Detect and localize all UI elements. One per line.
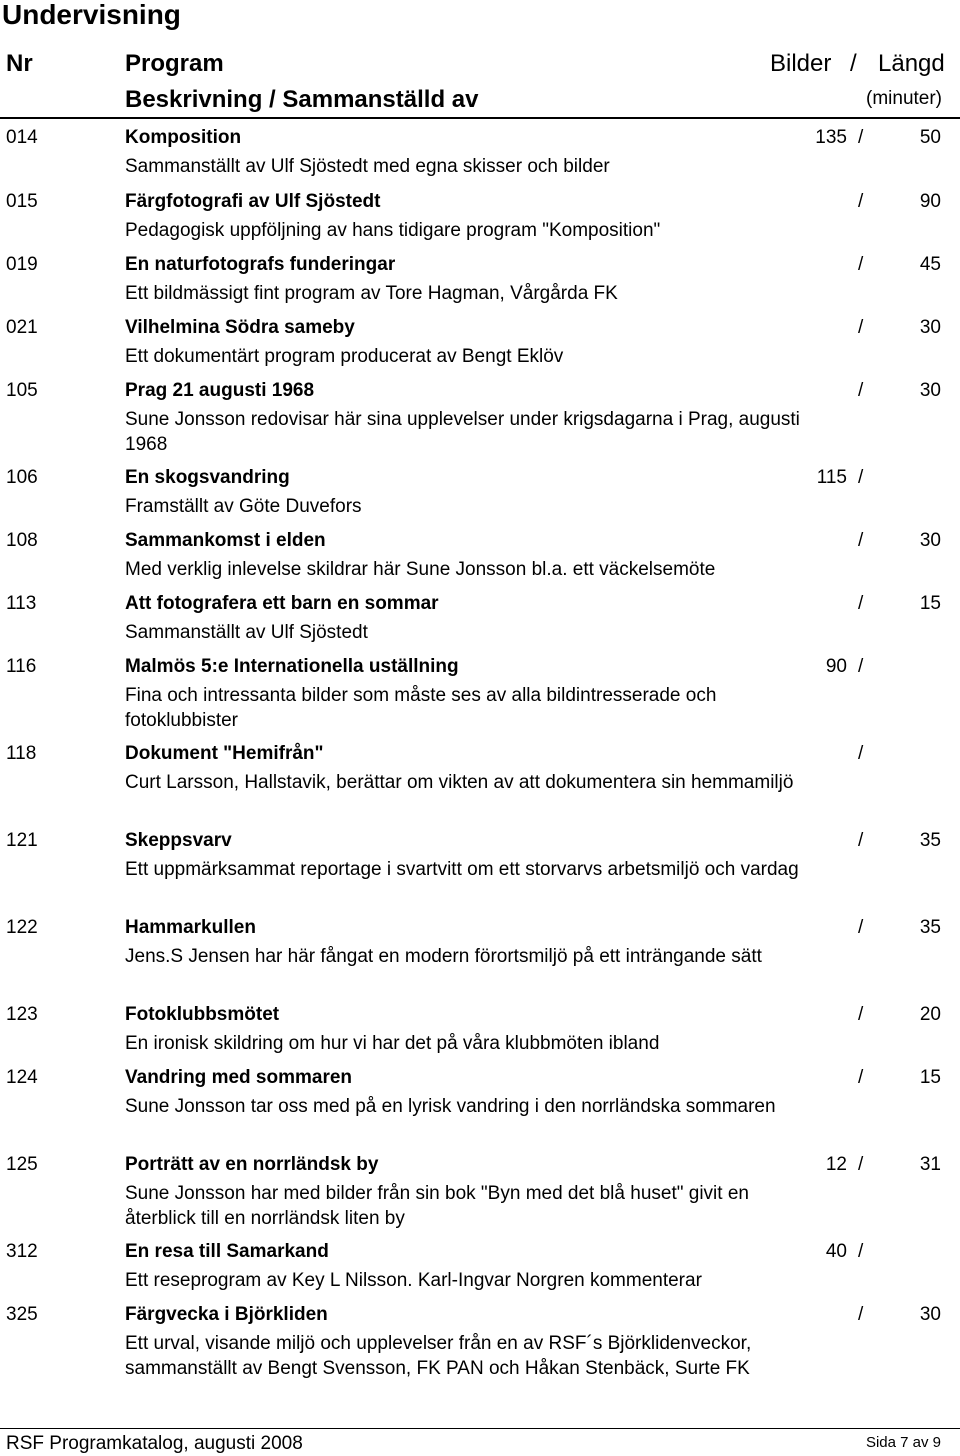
entry-description: Ett bildmässigt fint program av Tore Hagman, Vårgårda FK <box>125 283 618 304</box>
entry-langd: 35 <box>919 917 941 938</box>
section-title: Undervisning <box>2 0 181 30</box>
entry-bilder: 12 <box>825 1154 847 1175</box>
column-header-minuter: (minuter) <box>866 88 943 109</box>
footer-page-number: Sida 7 av 9 <box>865 1434 941 1451</box>
column-header-bilder: Bilder <box>770 50 832 77</box>
entry-separator: / <box>858 1004 864 1025</box>
entry-separator: / <box>858 1304 864 1325</box>
entry-separator: / <box>858 593 864 614</box>
entry-nr: 122 <box>6 917 38 938</box>
column-header-nr: Nr <box>6 50 33 77</box>
entry-nr: 021 <box>6 317 38 338</box>
footer-divider <box>0 1428 960 1429</box>
entry-nr: 118 <box>6 743 37 764</box>
entry-title: Komposition <box>125 127 242 148</box>
entry-description: Sune Jonsson redovisar här sina upplevelser under krigsdagarna i Prag, augusti 1968 <box>125 409 800 455</box>
entry-description: Sune Jonsson har med bilder från sin bok "Byn med det blå huset" givit en återblick till en norrländsk liten by <box>125 1183 749 1229</box>
entry-separator: / <box>858 830 864 851</box>
entry-title: Hammarkullen <box>125 917 256 938</box>
column-header-langd: Längd <box>878 50 945 77</box>
entry-langd: 30 <box>919 380 941 401</box>
entry-title: Sammankomst i elden <box>125 530 326 551</box>
entry-nr: 123 <box>6 1004 38 1025</box>
column-header-program: Program <box>125 50 224 77</box>
entry-description: Framställt av Göte Duvefors <box>125 496 362 517</box>
entry-langd: 30 <box>919 1304 941 1325</box>
entry-title: Fotoklubbsmötet <box>125 1004 280 1025</box>
entry-description: Ett uppmärksammat reportage i svartvitt om ett storvarvs arbetsmiljö och vardag <box>125 859 799 880</box>
entry-langd: 50 <box>919 127 941 148</box>
entry-nr: 312 <box>6 1241 38 1262</box>
entry-nr: 105 <box>6 380 38 401</box>
entry-separator: / <box>858 380 864 401</box>
entry-description: Ett reseprogram av Key L Nilsson. Karl-Ingvar Norgren kommenterar <box>125 1270 702 1291</box>
entry-description: En ironisk skildring om hur vi har det på våra klubbmöten ibland <box>125 1033 660 1054</box>
entry-bilder: 115 <box>816 467 847 488</box>
entry-description: Ett dokumentärt program producerat av Bengt Eklöv <box>125 346 564 367</box>
entry-langd: 90 <box>919 191 941 212</box>
entry-nr: 113 <box>6 593 37 614</box>
entry-langd: 35 <box>919 830 941 851</box>
entry-description: Pedagogisk uppföljning av hans tidigare program "Komposition" <box>125 220 661 241</box>
footer-catalog-name: RSF Programkatalog, augusti 2008 <box>6 1433 303 1454</box>
entry-separator: / <box>858 191 864 212</box>
entry-description: Curt Larsson, Hallstavik, berättar om vikten av att dokumentera sin hemmamiljö <box>125 772 794 793</box>
entry-nr: 106 <box>6 467 38 488</box>
entry-langd: 30 <box>919 530 941 551</box>
entry-nr: 015 <box>6 191 38 212</box>
entry-description: Sammanställt av Ulf Sjöstedt med egna skisser och bilder <box>125 156 610 177</box>
entry-nr: 108 <box>6 530 38 551</box>
entry-title: En naturfotografs funderingar <box>125 254 396 275</box>
entry-bilder: 135 <box>815 127 847 148</box>
entry-nr: 019 <box>6 254 38 275</box>
entry-langd: 45 <box>919 254 941 275</box>
entry-bilder: 40 <box>825 1241 847 1262</box>
entry-title: En resa till Samarkand <box>125 1241 329 1262</box>
entry-description: Med verklig inlevelse skildrar här Sune Jonsson bl.a. ett väckelsemöte <box>125 559 716 580</box>
entry-description: Sune Jonsson tar oss med på en lyrisk vandring i den norrländska sommaren <box>125 1096 776 1117</box>
entry-title: Skeppsvarv <box>125 830 232 851</box>
column-header-slash: / <box>850 50 857 77</box>
entry-nr: 121 <box>6 830 38 851</box>
entry-title: Malmös 5:e Internationella uställning <box>125 656 459 677</box>
entry-nr: 325 <box>6 1304 38 1325</box>
entry-langd: 15 <box>919 1067 941 1088</box>
entry-title: Vilhelmina Södra sameby <box>125 317 355 338</box>
entry-separator: / <box>858 254 864 275</box>
entry-nr: 116 <box>6 656 37 677</box>
entry-separator: / <box>858 467 864 488</box>
entry-separator: / <box>858 1154 864 1175</box>
entry-title: Vandring med sommaren <box>125 1067 353 1088</box>
entry-separator: / <box>858 917 864 938</box>
entry-langd: 30 <box>919 317 941 338</box>
entry-separator: / <box>858 1067 864 1088</box>
entry-separator: / <box>858 127 864 148</box>
entry-title: Färgvecka i Björkliden <box>125 1304 328 1325</box>
entry-separator: / <box>858 1241 864 1262</box>
entry-separator: / <box>858 743 864 764</box>
entry-langd: 20 <box>919 1004 941 1025</box>
entry-title: Porträtt av en norrländsk by <box>125 1154 379 1175</box>
entry-separator: / <box>858 530 864 551</box>
entry-separator: / <box>858 656 864 677</box>
entry-langd: 31 <box>919 1154 941 1175</box>
column-header-beskrivning: Beskrivning / Sammanställd av <box>125 86 479 113</box>
entry-description: Jens.S Jensen har här fångat en modern förortsmiljö på ett inträngande sätt <box>125 946 762 967</box>
entry-nr: 124 <box>6 1067 38 1088</box>
entry-nr: 014 <box>6 127 38 148</box>
entry-bilder: 90 <box>825 656 847 677</box>
entry-description: Ett urval, visande miljö och upplevelser från en av RSF´s Björklidenveckor, sammanställt av Bengt Svensson, FK PAN och Håkan Stenbäck, Surte FK <box>125 1333 752 1379</box>
entry-nr: 125 <box>6 1154 38 1175</box>
header-divider <box>0 117 960 119</box>
entry-description: Sammanställt av Ulf Sjöstedt <box>125 622 368 643</box>
entry-title: En skogsvandring <box>125 467 290 488</box>
entry-title: Att fotografera ett barn en sommar <box>125 593 439 614</box>
entry-langd: 15 <box>919 593 941 614</box>
entry-title: Dokument "Hemifrån" <box>125 743 324 764</box>
entry-description: Fina och intressanta bilder som måste ses av alla bildintresserade och fotoklubbister <box>125 685 717 731</box>
entry-separator: / <box>858 317 864 338</box>
entry-title: Prag 21 augusti 1968 <box>125 380 315 401</box>
entry-title: Färgfotografi av Ulf Sjöstedt <box>125 191 381 212</box>
